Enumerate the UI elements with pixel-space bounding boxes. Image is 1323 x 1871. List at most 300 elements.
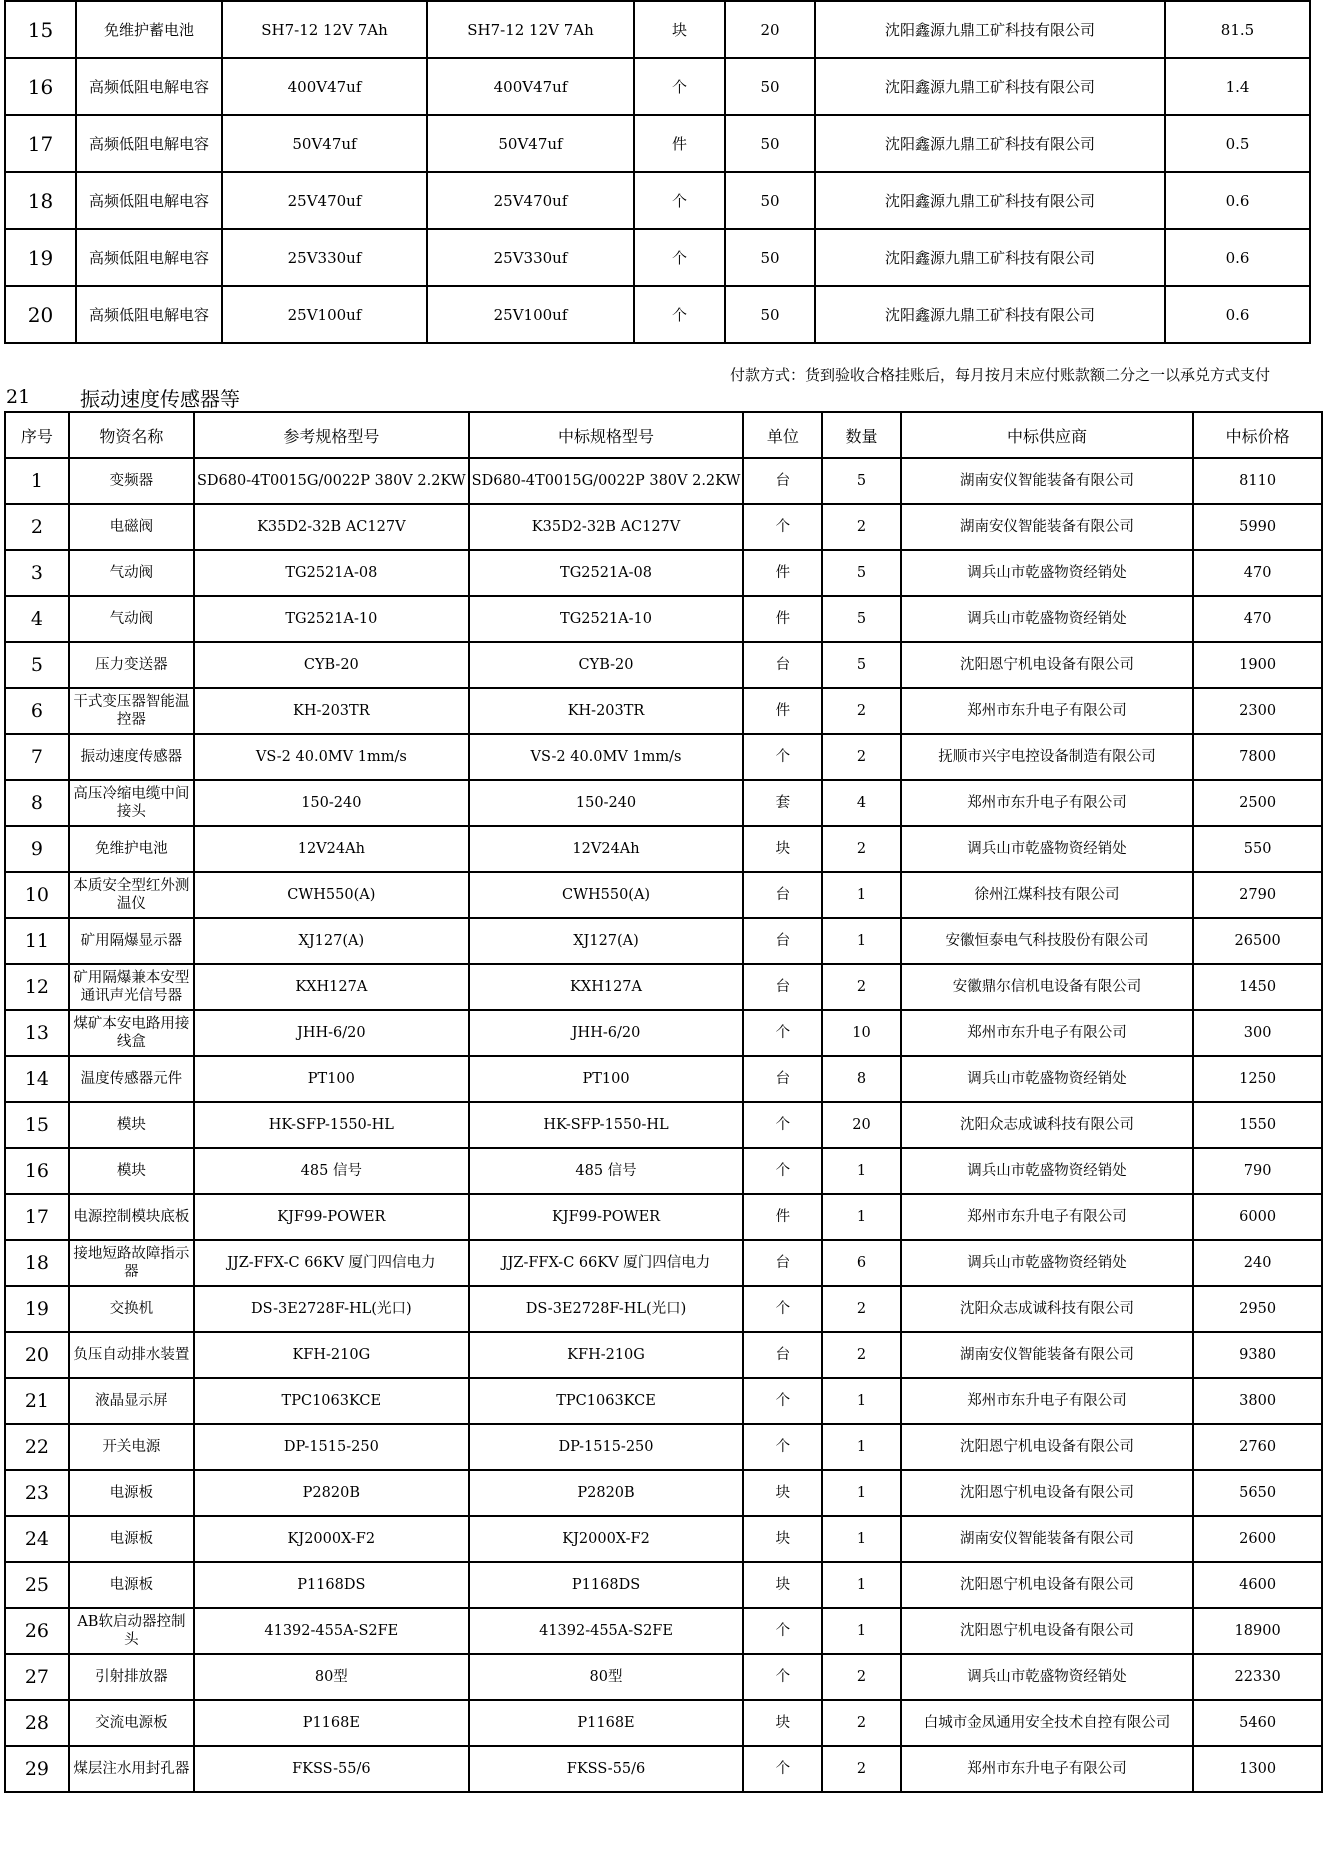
cell-unit: 件 [743, 688, 822, 734]
cell-material-name: 电源板 [69, 1470, 194, 1516]
cell-unit: 台 [743, 1332, 822, 1378]
cell-material-name: 模块 [69, 1102, 194, 1148]
table-row [5, 1608, 1322, 1654]
cell-price: 2950 [1193, 1286, 1322, 1332]
cell-bid-spec: 400V47uf [427, 58, 634, 115]
cell-price: 5650 [1193, 1470, 1322, 1516]
table-row [5, 58, 1310, 115]
cell-no: 23 [5, 1470, 69, 1516]
cell-reference-spec: KJF99-POWER [194, 1194, 469, 1240]
cell-unit: 个 [743, 1148, 822, 1194]
cell-bid-spec: 485 信号 [469, 1148, 744, 1194]
cell-price: 470 [1193, 550, 1322, 596]
cell-bid-spec: CYB-20 [469, 642, 744, 688]
cell-supplier: 沈阳恩宁机电设备有限公司 [901, 1470, 1193, 1516]
table-row [5, 642, 1322, 688]
cell-reference-spec: 25V470uf [222, 172, 427, 229]
cell-reference-spec: FKSS-55/6 [194, 1746, 469, 1792]
cell-material-name: 高频低阻电解电容 [76, 286, 222, 343]
cell-supplier: 徐州江煤科技有限公司 [901, 872, 1193, 918]
cell-reference-spec: KXH127A [194, 964, 469, 1010]
header-no: 序号 [5, 412, 69, 458]
cell-supplier: 调兵山市乾盛物资经销处 [901, 1654, 1193, 1700]
cell-quantity: 2 [822, 1286, 901, 1332]
cell-bid-spec: KJ2000X-F2 [469, 1516, 744, 1562]
cell-supplier: 沈阳众志成诚科技有限公司 [901, 1286, 1193, 1332]
cell-no: 16 [5, 58, 76, 115]
procurement-table-continued [4, 0, 1311, 344]
cell-reference-spec: JHH-6/20 [194, 1010, 469, 1056]
cell-unit: 个 [743, 1102, 822, 1148]
cell-bid-spec: CWH550(A) [469, 872, 744, 918]
cell-bid-spec: VS-2 40.0MV 1mm/s [469, 734, 744, 780]
cell-unit: 块 [634, 1, 725, 58]
cell-no: 17 [5, 115, 76, 172]
table-row [5, 780, 1322, 826]
cell-supplier: 调兵山市乾盛物资经销处 [901, 826, 1193, 872]
cell-unit: 件 [634, 115, 725, 172]
cell-reference-spec: VS-2 40.0MV 1mm/s [194, 734, 469, 780]
cell-quantity: 1 [822, 1194, 901, 1240]
cell-reference-spec: XJ127(A) [194, 918, 469, 964]
cell-material-name: AB软启动器控制头 [69, 1608, 194, 1654]
table-row [5, 458, 1322, 504]
cell-quantity: 5 [822, 550, 901, 596]
cell-price: 9380 [1193, 1332, 1322, 1378]
section-number: 21 [6, 386, 31, 408]
cell-unit: 块 [743, 826, 822, 872]
cell-unit: 件 [743, 596, 822, 642]
cell-material-name: 交换机 [69, 1286, 194, 1332]
cell-unit: 件 [743, 550, 822, 596]
cell-reference-spec: JJZ-FFX-C 66KV 厦门四信电力 [194, 1240, 469, 1286]
cell-price: 1300 [1193, 1746, 1322, 1792]
cell-unit: 块 [743, 1516, 822, 1562]
cell-supplier: 白城市金凤通用安全技术自控有限公司 [901, 1700, 1193, 1746]
cell-unit: 台 [743, 1056, 822, 1102]
cell-bid-spec: P1168E [469, 1700, 744, 1746]
table-row [5, 504, 1322, 550]
header-price: 中标价格 [1193, 412, 1322, 458]
cell-unit: 个 [743, 1746, 822, 1792]
cell-bid-spec: 25V330uf [427, 229, 634, 286]
table-row [5, 1102, 1322, 1148]
table-row [5, 688, 1322, 734]
cell-quantity: 1 [822, 1562, 901, 1608]
cell-unit: 个 [634, 172, 725, 229]
cell-material-name: 交流电源板 [69, 1700, 194, 1746]
cell-unit: 块 [743, 1470, 822, 1516]
cell-reference-spec: 80型 [194, 1654, 469, 1700]
cell-price: 0.6 [1165, 229, 1310, 286]
cell-no: 18 [5, 172, 76, 229]
cell-reference-spec: CWH550(A) [194, 872, 469, 918]
cell-material-name: 压力变送器 [69, 642, 194, 688]
cell-no: 18 [5, 1240, 69, 1286]
cell-reference-spec: 150-240 [194, 780, 469, 826]
cell-supplier: 郑州市东升电子有限公司 [901, 688, 1193, 734]
cell-supplier: 调兵山市乾盛物资经销处 [901, 1148, 1193, 1194]
cell-material-name: 高压冷缩电缆中间接头 [69, 780, 194, 826]
cell-reference-spec: SD680-4T0015G/0022P 380V 2.2KW [194, 458, 469, 504]
cell-bid-spec: KXH127A [469, 964, 744, 1010]
cell-reference-spec: HK-SFP-1550-HL [194, 1102, 469, 1148]
cell-material-name: 电源控制模块底板 [69, 1194, 194, 1240]
cell-supplier: 抚顺市兴宇电控设备制造有限公司 [901, 734, 1193, 780]
cell-price: 7800 [1193, 734, 1322, 780]
cell-quantity: 1 [822, 1516, 901, 1562]
cell-unit: 块 [743, 1700, 822, 1746]
cell-unit: 台 [743, 458, 822, 504]
header-supplier: 中标供应商 [901, 412, 1193, 458]
procurement-table-section-21 [4, 411, 1323, 1793]
table-row [5, 1010, 1322, 1056]
payment-terms-note: 付款方式：货到验收合格挂账后，每月按月末应付账款额二分之一以承兑方式支付 [730, 366, 1271, 384]
cell-price: 8110 [1193, 458, 1322, 504]
cell-material-name: 振动速度传感器 [69, 734, 194, 780]
cell-unit: 个 [743, 1286, 822, 1332]
table-row [5, 1700, 1322, 1746]
cell-reference-spec: P1168DS [194, 1562, 469, 1608]
cell-reference-spec: TG2521A-08 [194, 550, 469, 596]
table-row [5, 1, 1310, 58]
table-row [5, 550, 1322, 596]
table-row [5, 1562, 1322, 1608]
cell-reference-spec: TG2521A-10 [194, 596, 469, 642]
cell-no: 29 [5, 1746, 69, 1792]
cell-no: 19 [5, 229, 76, 286]
cell-material-name: 接地短路故障指示器 [69, 1240, 194, 1286]
cell-quantity: 20 [725, 1, 815, 58]
cell-bid-spec: SD680-4T0015G/0022P 380V 2.2KW [469, 458, 744, 504]
cell-material-name: 高频低阻电解电容 [76, 115, 222, 172]
cell-supplier: 郑州市东升电子有限公司 [901, 1746, 1193, 1792]
cell-supplier: 沈阳鑫源九鼎工矿科技有限公司 [815, 1, 1165, 58]
cell-unit: 个 [743, 1424, 822, 1470]
cell-price: 81.5 [1165, 1, 1310, 58]
cell-reference-spec: K35D2-32B AC127V [194, 504, 469, 550]
cell-bid-spec: 50V47uf [427, 115, 634, 172]
cell-quantity: 2 [822, 504, 901, 550]
cell-supplier: 郑州市东升电子有限公司 [901, 1378, 1193, 1424]
cell-unit: 个 [634, 286, 725, 343]
cell-material-name: 电磁阀 [69, 504, 194, 550]
table-row [5, 596, 1322, 642]
cell-unit: 个 [634, 229, 725, 286]
table-row [5, 1240, 1322, 1286]
cell-supplier: 调兵山市乾盛物资经销处 [901, 1240, 1193, 1286]
cell-material-name: 煤层注水用封孔器 [69, 1746, 194, 1792]
cell-unit: 个 [743, 1010, 822, 1056]
cell-quantity: 2 [822, 1332, 901, 1378]
cell-quantity: 5 [822, 596, 901, 642]
section-title: 振动速度传感器等 [80, 387, 240, 411]
cell-bid-spec: P1168DS [469, 1562, 744, 1608]
cell-no: 11 [5, 918, 69, 964]
cell-no: 27 [5, 1654, 69, 1700]
cell-quantity: 2 [822, 964, 901, 1010]
cell-unit: 台 [743, 964, 822, 1010]
cell-reference-spec: KJ2000X-F2 [194, 1516, 469, 1562]
cell-bid-spec: KH-203TR [469, 688, 744, 734]
cell-no: 13 [5, 1010, 69, 1056]
cell-quantity: 1 [822, 1424, 901, 1470]
cell-quantity: 1 [822, 1148, 901, 1194]
cell-material-name: 温度传感器元件 [69, 1056, 194, 1102]
cell-supplier: 湖南安仪智能装备有限公司 [901, 1516, 1193, 1562]
cell-price: 470 [1193, 596, 1322, 642]
cell-no: 6 [5, 688, 69, 734]
cell-bid-spec: 41392-455A-S2FE [469, 1608, 744, 1654]
cell-quantity: 1 [822, 918, 901, 964]
cell-no: 9 [5, 826, 69, 872]
cell-reference-spec: CYB-20 [194, 642, 469, 688]
table-row [5, 734, 1322, 780]
cell-price: 4600 [1193, 1562, 1322, 1608]
cell-no: 25 [5, 1562, 69, 1608]
cell-no: 4 [5, 596, 69, 642]
cell-supplier: 沈阳鑫源九鼎工矿科技有限公司 [815, 172, 1165, 229]
cell-quantity: 5 [822, 642, 901, 688]
cell-no: 8 [5, 780, 69, 826]
cell-bid-spec: KFH-210G [469, 1332, 744, 1378]
cell-supplier: 安徽恒泰电气科技股份有限公司 [901, 918, 1193, 964]
cell-no: 26 [5, 1608, 69, 1654]
cell-no: 24 [5, 1516, 69, 1562]
cell-material-name: 高频低阻电解电容 [76, 229, 222, 286]
cell-material-name: 煤矿本安电路用接线盒 [69, 1010, 194, 1056]
cell-bid-spec: XJ127(A) [469, 918, 744, 964]
cell-quantity: 2 [822, 1746, 901, 1792]
cell-reference-spec: SH7-12 12V 7Ah [222, 1, 427, 58]
table-row [5, 1378, 1322, 1424]
cell-price: 1.4 [1165, 58, 1310, 115]
cell-reference-spec: 41392-455A-S2FE [194, 1608, 469, 1654]
cell-quantity: 10 [822, 1010, 901, 1056]
table-row [5, 229, 1310, 286]
cell-unit: 台 [743, 642, 822, 688]
cell-reference-spec: 25V330uf [222, 229, 427, 286]
cell-bid-spec: 25V470uf [427, 172, 634, 229]
cell-bid-spec: DS-3E2728F-HL(光口) [469, 1286, 744, 1332]
cell-price: 1450 [1193, 964, 1322, 1010]
cell-bid-spec: KJF99-POWER [469, 1194, 744, 1240]
cell-reference-spec: P2820B [194, 1470, 469, 1516]
cell-price: 2500 [1193, 780, 1322, 826]
cell-no: 7 [5, 734, 69, 780]
cell-material-name: 引射排放器 [69, 1654, 194, 1700]
cell-supplier: 湖南安仪智能装备有限公司 [901, 1332, 1193, 1378]
cell-price: 0.5 [1165, 115, 1310, 172]
cell-material-name: 液晶显示屏 [69, 1378, 194, 1424]
table-row [5, 1332, 1322, 1378]
cell-supplier: 沈阳恩宁机电设备有限公司 [901, 642, 1193, 688]
cell-reference-spec: TPC1063KCE [194, 1378, 469, 1424]
cell-bid-spec: 25V100uf [427, 286, 634, 343]
cell-reference-spec: KFH-210G [194, 1332, 469, 1378]
table-row [5, 1654, 1322, 1700]
cell-reference-spec: KH-203TR [194, 688, 469, 734]
cell-quantity: 1 [822, 1608, 901, 1654]
cell-no: 19 [5, 1286, 69, 1332]
cell-supplier: 沈阳恩宁机电设备有限公司 [901, 1608, 1193, 1654]
cell-supplier: 郑州市东升电子有限公司 [901, 1010, 1193, 1056]
header-material-name: 物资名称 [69, 412, 194, 458]
cell-price: 6000 [1193, 1194, 1322, 1240]
cell-bid-spec: DP-1515-250 [469, 1424, 744, 1470]
cell-quantity: 1 [822, 872, 901, 918]
cell-no: 15 [5, 1102, 69, 1148]
cell-bid-spec: JHH-6/20 [469, 1010, 744, 1056]
cell-bid-spec: TG2521A-10 [469, 596, 744, 642]
cell-price: 300 [1193, 1010, 1322, 1056]
cell-supplier: 沈阳恩宁机电设备有限公司 [901, 1562, 1193, 1608]
cell-material-name: 模块 [69, 1148, 194, 1194]
cell-supplier: 沈阳鑫源九鼎工矿科技有限公司 [815, 229, 1165, 286]
cell-price: 2760 [1193, 1424, 1322, 1470]
cell-unit: 台 [743, 1240, 822, 1286]
cell-quantity: 2 [822, 826, 901, 872]
cell-supplier: 湖南安仪智能装备有限公司 [901, 458, 1193, 504]
cell-reference-spec: 50V47uf [222, 115, 427, 172]
cell-price: 2600 [1193, 1516, 1322, 1562]
cell-material-name: 气动阀 [69, 596, 194, 642]
cell-supplier: 沈阳鑫源九鼎工矿科技有限公司 [815, 58, 1165, 115]
cell-price: 1900 [1193, 642, 1322, 688]
header-bid-spec: 中标规格型号 [469, 412, 744, 458]
cell-reference-spec: P1168E [194, 1700, 469, 1746]
cell-reference-spec: 400V47uf [222, 58, 427, 115]
cell-bid-spec: FKSS-55/6 [469, 1746, 744, 1792]
cell-unit: 个 [743, 1608, 822, 1654]
cell-quantity: 2 [822, 1700, 901, 1746]
table-row [5, 1194, 1322, 1240]
table-row [5, 964, 1322, 1010]
cell-supplier: 调兵山市乾盛物资经销处 [901, 596, 1193, 642]
cell-no: 14 [5, 1056, 69, 1102]
cell-quantity: 8 [822, 1056, 901, 1102]
cell-price: 18900 [1193, 1608, 1322, 1654]
cell-no: 10 [5, 872, 69, 918]
cell-price: 3800 [1193, 1378, 1322, 1424]
table-row [5, 918, 1322, 964]
cell-no: 20 [5, 286, 76, 343]
cell-quantity: 1 [822, 1470, 901, 1516]
cell-reference-spec: 12V24Ah [194, 826, 469, 872]
cell-supplier: 郑州市东升电子有限公司 [901, 1194, 1193, 1240]
cell-price: 550 [1193, 826, 1322, 872]
cell-material-name: 免维护蓄电池 [76, 1, 222, 58]
cell-bid-spec: K35D2-32B AC127V [469, 504, 744, 550]
cell-reference-spec: PT100 [194, 1056, 469, 1102]
cell-price: 1550 [1193, 1102, 1322, 1148]
cell-material-name: 开关电源 [69, 1424, 194, 1470]
cell-quantity: 2 [822, 1654, 901, 1700]
cell-price: 26500 [1193, 918, 1322, 964]
table-row [5, 1424, 1322, 1470]
cell-bid-spec: 150-240 [469, 780, 744, 826]
cell-price: 22330 [1193, 1654, 1322, 1700]
cell-material-name: 气动阀 [69, 550, 194, 596]
cell-material-name: 高频低阻电解电容 [76, 172, 222, 229]
cell-no: 2 [5, 504, 69, 550]
cell-no: 12 [5, 964, 69, 1010]
cell-no: 21 [5, 1378, 69, 1424]
cell-reference-spec: DP-1515-250 [194, 1424, 469, 1470]
cell-material-name: 矿用隔爆兼本安型通讯声光信号器 [69, 964, 194, 1010]
cell-price: 790 [1193, 1148, 1322, 1194]
cell-unit: 台 [743, 872, 822, 918]
table-row [5, 826, 1322, 872]
cell-quantity: 50 [725, 115, 815, 172]
table-row [5, 1148, 1322, 1194]
cell-unit: 个 [743, 1654, 822, 1700]
cell-price: 0.6 [1165, 172, 1310, 229]
cell-quantity: 50 [725, 58, 815, 115]
cell-supplier: 湖南安仪智能装备有限公司 [901, 504, 1193, 550]
table-row [5, 1056, 1322, 1102]
cell-no: 5 [5, 642, 69, 688]
cell-no: 15 [5, 1, 76, 58]
cell-material-name: 电源板 [69, 1516, 194, 1562]
cell-unit: 台 [743, 918, 822, 964]
cell-unit: 块 [743, 1562, 822, 1608]
cell-unit: 件 [743, 1194, 822, 1240]
cell-quantity: 1 [822, 1378, 901, 1424]
table-row [5, 1470, 1322, 1516]
cell-bid-spec: JJZ-FFX-C 66KV 厦门四信电力 [469, 1240, 744, 1286]
cell-unit: 个 [743, 734, 822, 780]
table-header-row [5, 412, 1322, 458]
cell-material-name: 本质安全型红外测温仪 [69, 872, 194, 918]
cell-supplier: 沈阳恩宁机电设备有限公司 [901, 1424, 1193, 1470]
cell-bid-spec: 12V24Ah [469, 826, 744, 872]
cell-unit: 个 [743, 504, 822, 550]
cell-price: 5460 [1193, 1700, 1322, 1746]
table-row [5, 1516, 1322, 1562]
cell-reference-spec: 485 信号 [194, 1148, 469, 1194]
cell-bid-spec: 80型 [469, 1654, 744, 1700]
cell-no: 20 [5, 1332, 69, 1378]
cell-supplier: 沈阳鑫源九鼎工矿科技有限公司 [815, 115, 1165, 172]
cell-quantity: 4 [822, 780, 901, 826]
table-row [5, 872, 1322, 918]
cell-price: 1250 [1193, 1056, 1322, 1102]
cell-material-name: 免维护电池 [69, 826, 194, 872]
cell-unit: 套 [743, 780, 822, 826]
cell-reference-spec: 25V100uf [222, 286, 427, 343]
cell-bid-spec: TG2521A-08 [469, 550, 744, 596]
cell-quantity: 5 [822, 458, 901, 504]
cell-no: 22 [5, 1424, 69, 1470]
cell-material-name: 高频低阻电解电容 [76, 58, 222, 115]
cell-no: 1 [5, 458, 69, 504]
cell-bid-spec: TPC1063KCE [469, 1378, 744, 1424]
cell-price: 5990 [1193, 504, 1322, 550]
table-row [5, 286, 1310, 343]
cell-bid-spec: P2820B [469, 1470, 744, 1516]
cell-price: 0.6 [1165, 286, 1310, 343]
cell-material-name: 负压自动排水装置 [69, 1332, 194, 1378]
cell-quantity: 50 [725, 229, 815, 286]
cell-material-name: 干式变压器智能温控器 [69, 688, 194, 734]
cell-supplier: 安徽鼎尔信机电设备有限公司 [901, 964, 1193, 1010]
cell-no: 28 [5, 1700, 69, 1746]
cell-bid-spec: SH7-12 12V 7Ah [427, 1, 634, 58]
table-row [5, 1746, 1322, 1792]
cell-no: 17 [5, 1194, 69, 1240]
cell-material-name: 变频器 [69, 458, 194, 504]
